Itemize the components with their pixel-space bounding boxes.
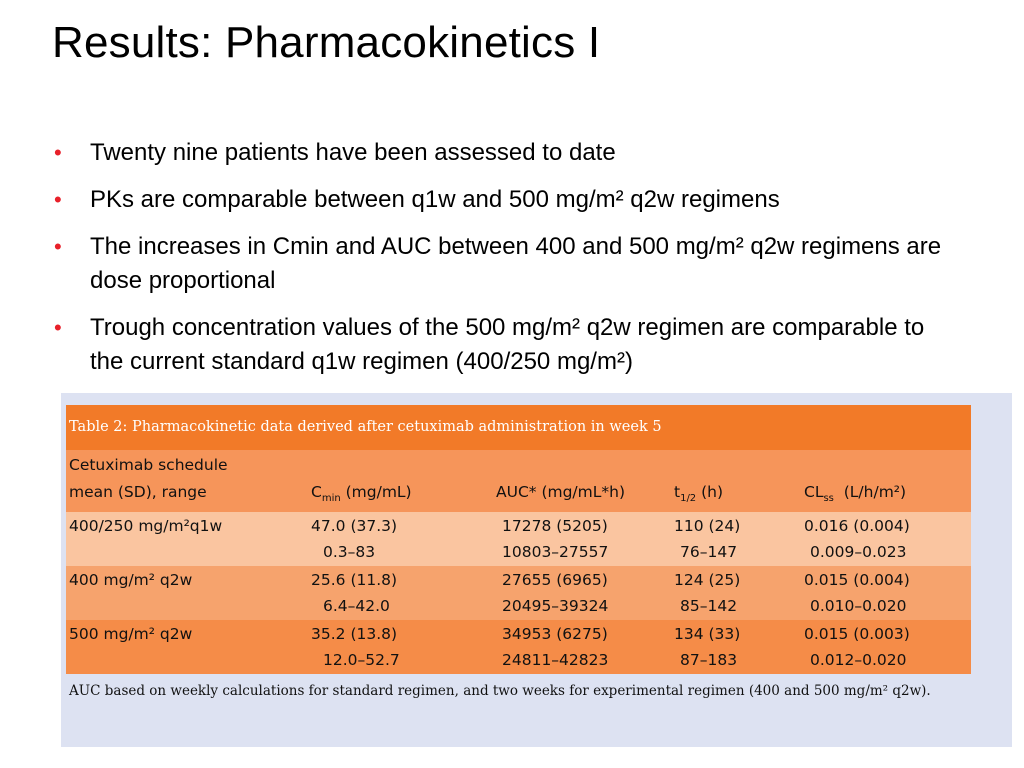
header-clss: $CL_{ss}$ (L/h/m²): [804, 483, 907, 505]
header-schedule-line2: mean (SD), range: [69, 483, 207, 501]
cell-cmin-mean: 47.0 (37.3): [311, 517, 398, 535]
cell-auc-range: 20495–39324: [502, 597, 609, 615]
cell-clss-range: 0.012–0.020: [810, 651, 907, 669]
cell-cmin-range: 12.0–52.7: [323, 651, 400, 669]
bullet-item: [52, 311, 952, 379]
cell-clss-range: 0.010–0.020: [810, 597, 907, 615]
cell-auc-mean: 27655 (6965): [502, 571, 608, 589]
cell-clss-mean: 0.015 (0.004): [804, 571, 910, 589]
cell-auc-mean: 34953 (6275): [502, 625, 608, 643]
pk-data-table: [66, 405, 971, 699]
bullet-marker: •: [54, 315, 62, 340]
table-caption: Table 2: Pharmacokinetic data derived after cetuximab administration in week 5: [66, 405, 971, 450]
table-footnote: AUC based on weekly calculations for standard regimen, and two weeks for experimental regimen (400 and 500 mg/m² q2w).: [69, 683, 931, 699]
cell-thalf-mean: 110 (24): [674, 517, 741, 535]
header-auc: AUC* (mg/mL*h): [496, 483, 626, 501]
cell-cmin-mean: 25.6 (11.8): [311, 571, 398, 589]
cell-clss-mean: 0.015 (0.003): [804, 625, 910, 643]
header-cmin: $C_{min}$ (mg/mL): [311, 483, 412, 505]
table-row: [66, 512, 971, 566]
table-row: [66, 620, 971, 674]
cell-auc-range: 10803–27557: [502, 543, 609, 561]
cell-thalf-range: 87–183: [680, 651, 738, 669]
cell-cmin-range: 6.4–42.0: [323, 597, 390, 615]
bullet-text: PKs are comparable between q1w and 500 mg/m² q2w regimens: [90, 186, 780, 213]
bullet-item: [52, 136, 952, 170]
cell-thalf-range: 76–147: [680, 543, 738, 561]
bullet-text: The increases in Cmin and AUC between 400 and 500 mg/m² q2w regimens are dose proportional: [90, 233, 942, 294]
slide-title: Results: Pharmacokinetics I: [52, 18, 601, 67]
cell-schedule: 400 mg/m² q2w: [69, 571, 193, 589]
cell-thalf-mean: 134 (33): [674, 625, 741, 643]
cell-clss-range: 0.009–0.023: [810, 543, 907, 561]
cell-schedule: 500 mg/m² q2w: [69, 625, 193, 643]
table-image-panel: [61, 393, 1012, 747]
cell-clss-mean: 0.016 (0.004): [804, 517, 910, 535]
bullet-marker: •: [54, 140, 62, 165]
bullet-text: Trough concentration values of the 500 mg/m² q2w regimen are comparable to the current standard q1w regimen (400/250 mg/m²): [90, 314, 925, 375]
header-schedule-line1: Cetuximab schedule: [69, 456, 228, 474]
cell-cmin-mean: 35.2 (13.8): [311, 625, 398, 643]
bullet-list: [52, 136, 952, 392]
bullet-item: [52, 183, 952, 217]
bullet-marker: •: [54, 187, 62, 212]
bullet-marker: •: [54, 234, 62, 259]
cell-thalf-mean: 124 (25): [674, 571, 741, 589]
table-header-row: [66, 450, 971, 512]
cell-auc-mean: 17278 (5205): [502, 517, 608, 535]
table-row: [66, 566, 971, 620]
cell-schedule: 400/250 mg/m²q1w: [69, 517, 223, 535]
cell-auc-range: 24811–42823: [502, 651, 609, 669]
cell-thalf-range: 85–142: [680, 597, 738, 615]
bullet-item: [52, 230, 952, 298]
bullet-text: Twenty nine patients have been assessed to date: [90, 139, 616, 166]
cell-cmin-range: 0.3–83: [323, 543, 376, 561]
header-thalf: $t_{1/2}$ (h): [674, 483, 724, 505]
